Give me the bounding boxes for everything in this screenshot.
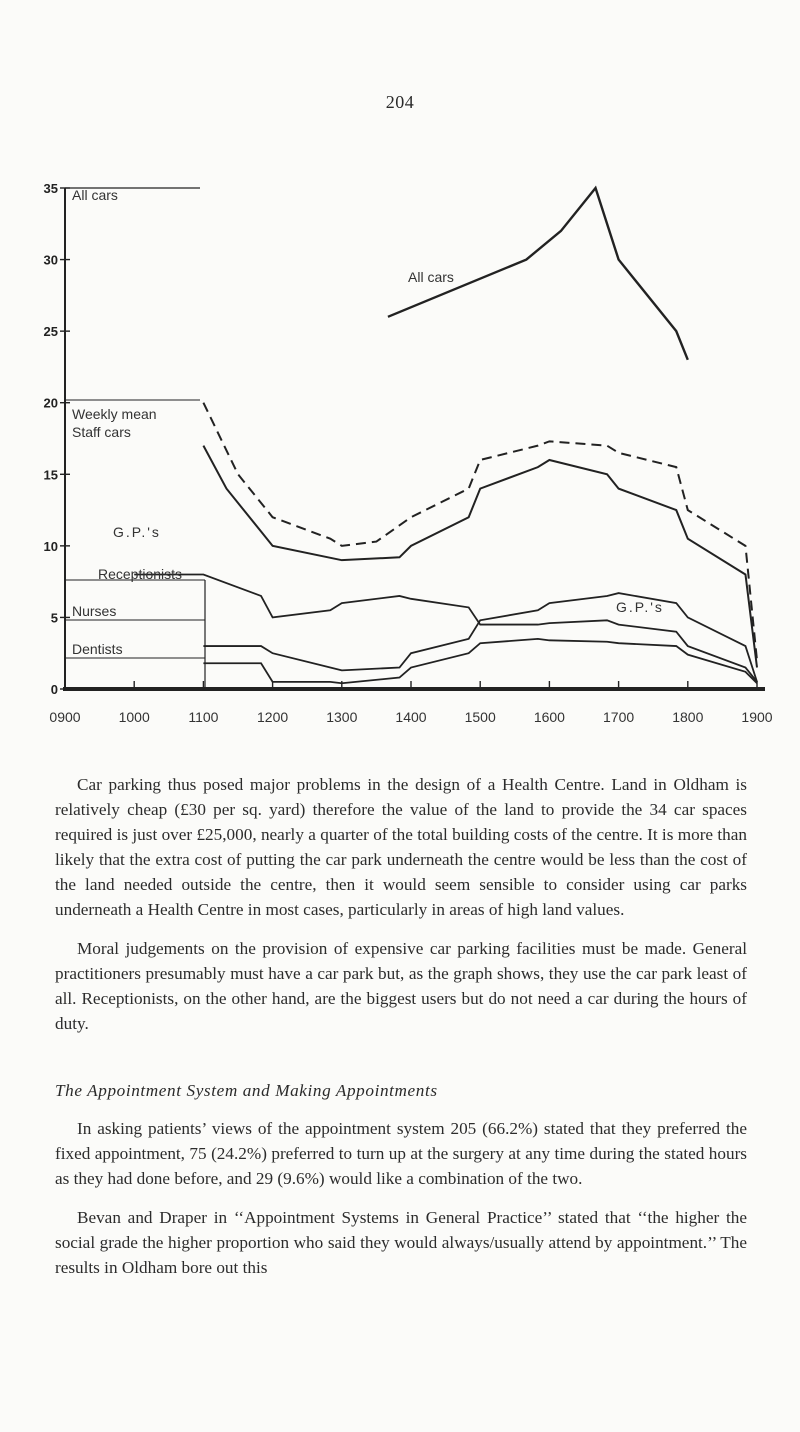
- y-tick-label: 30: [43, 252, 58, 268]
- x-tick-label: 1300: [326, 709, 358, 725]
- label-receptionists: Receptionists: [98, 566, 183, 582]
- label-all-cars-legend: All cars: [72, 187, 118, 203]
- paragraph-appointment-views: In asking patients’ views of the appointment system 205 (66.2%) stated that they preferred the fixed appointment, 75 (24.2%) preferred to turn up at the surgery at any time during the stated hours as they had done before, and 29 (9.6%) would like a combination of the two.: [55, 1119, 747, 1188]
- y-tick-label: 0: [50, 682, 58, 697]
- paragraph-car-parking: Car parking thus posed major problems in the design of a Health Centre. Land in Oldham is relatively cheap (£30 per sq. yard) therefore the value of the land to provide the 34 car spaces required is just over £25,000, nearly a quarter of the total building costs of the centre. It is more than likely that the extra cost of putting the car park underneath the centre would be less than the cost of the land needed outside the centre, then it would seem sensible to consider using car parks underneath a Health Centre in most cases, particularly in areas of high land values.: [55, 775, 747, 919]
- x-tick-label: 1200: [257, 709, 289, 725]
- x-tick-label: 1700: [603, 709, 635, 725]
- series-line-dentists: [203, 639, 757, 683]
- car-parking-chart: [0, 170, 800, 790]
- label-dentists: Dentists: [72, 641, 123, 657]
- page-number: 204: [385, 92, 415, 112]
- y-tick-label: 10: [43, 538, 58, 554]
- y-tick-label: 20: [43, 395, 58, 411]
- x-tick-label: 0900: [49, 709, 81, 725]
- label-gps-legend: G.P.'s: [113, 524, 161, 540]
- paragraph-moral-judgements: Moral judgements on the provision of expensive car parking facilities must be made. General practitioners presumably must have a car park but, as the graph shows, they use the car park least of all. Receptionists, on the other hand, are the biggest users but do not need a car during the hours of duty.: [55, 939, 747, 1033]
- y-tick-label: 25: [43, 324, 58, 340]
- body-text-top: [55, 772, 747, 1036]
- label-weekly-mean: Weekly mean: [72, 406, 157, 422]
- y-tick-label: 15: [43, 467, 58, 483]
- series-line-g-p-s: [203, 446, 757, 668]
- series-line-receptionists: [134, 574, 757, 681]
- x-tick-label: 1100: [188, 709, 219, 725]
- x-tick-label: 1900: [741, 709, 773, 725]
- x-tick-label: 1500: [464, 709, 496, 725]
- label-staff-cars: Staff cars: [72, 424, 131, 440]
- section-heading: The Appointment System and Making Appointments: [55, 1081, 438, 1100]
- x-tick-label: 1800: [672, 709, 704, 725]
- y-tick-label: 35: [43, 181, 58, 196]
- ticks-layer: [44, 181, 773, 725]
- x-tick-label: 1000: [118, 709, 150, 725]
- body-text-bottom: [55, 1116, 747, 1280]
- paragraph-bevan-draper: Bevan and Draper in ‘‘Appointment Systems in General Practice’’ stated that ‘‘the higher the social grade the higher proportion who said they would always/usually attend by appointment.’’ The results in Oldham bore out this: [55, 1208, 747, 1277]
- series-line-nurses: [203, 593, 757, 682]
- label-nurses: Nurses: [72, 603, 117, 619]
- y-tick-label: 5: [50, 610, 58, 626]
- label-gps-curve: G.P.'s: [616, 599, 664, 615]
- x-tick-label: 1600: [533, 709, 565, 725]
- label-all-cars-curve: All cars: [408, 269, 454, 285]
- x-tick-label: 1400: [395, 709, 427, 725]
